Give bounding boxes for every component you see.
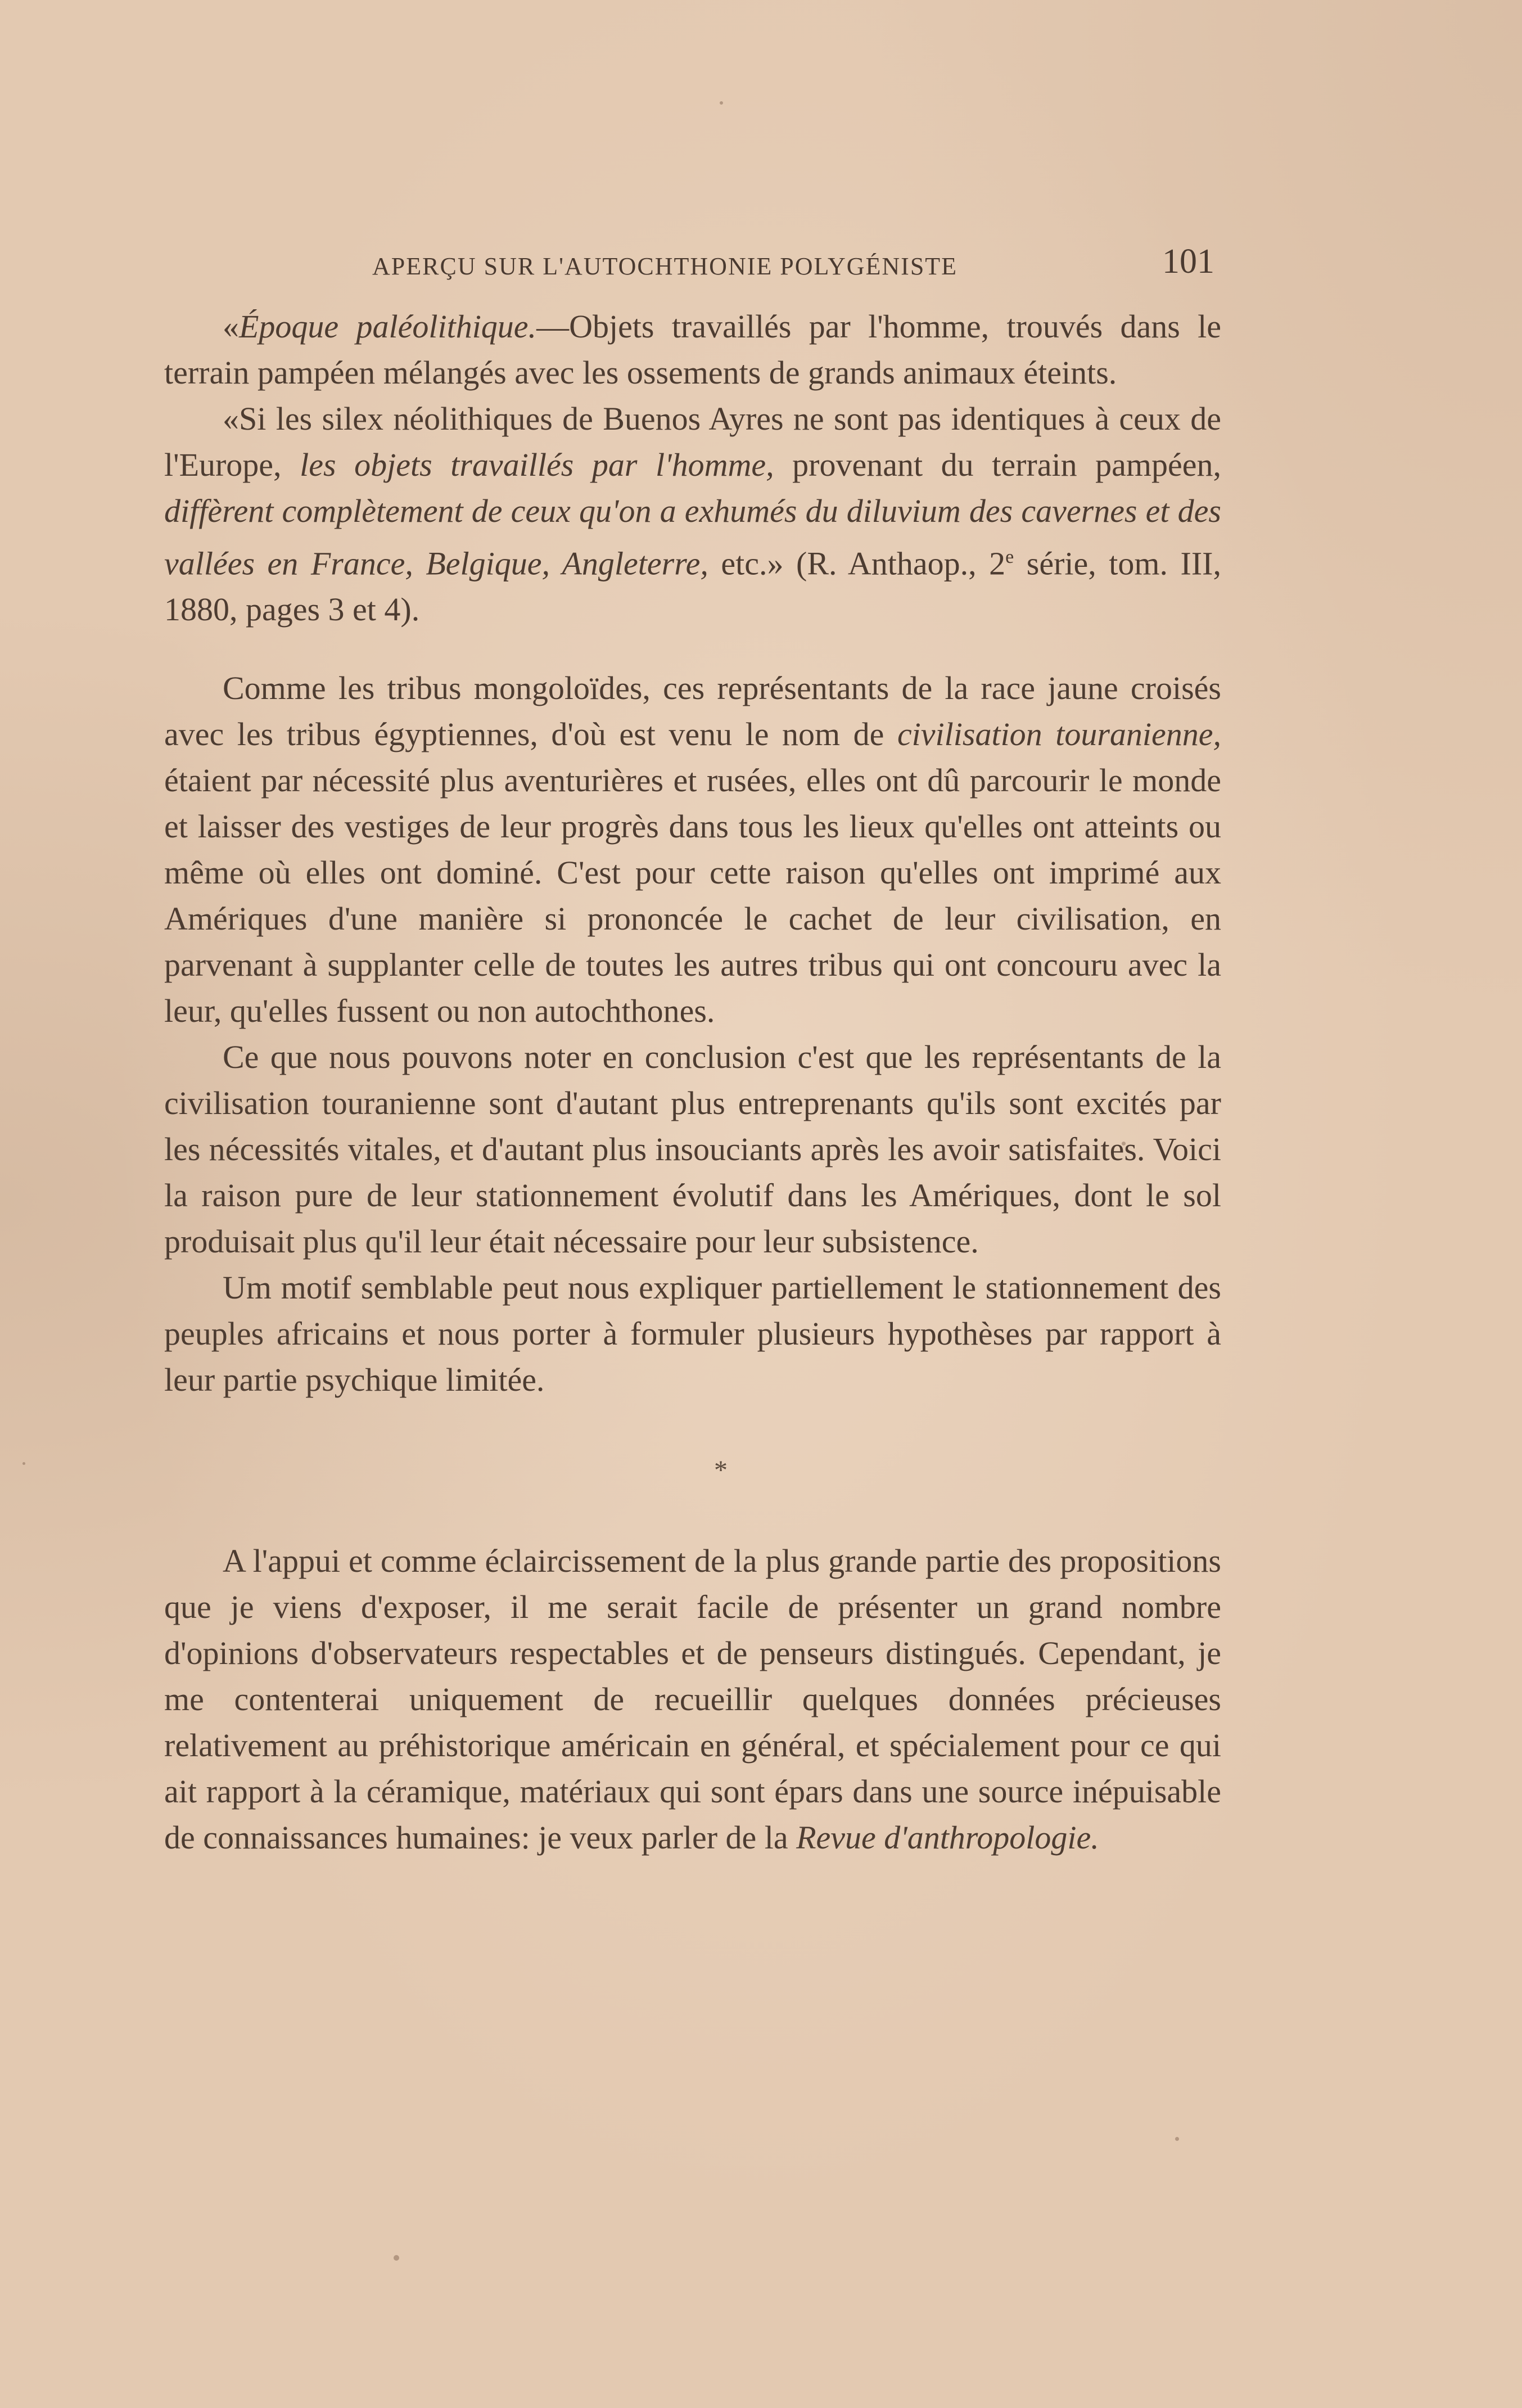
quote-paragraph-1: «Époque paléolithique.—Objets travaillés par l'homme, trouvés dans le terrain pampéen mélangés avec les ossements de grands animaux éteints.: [164, 308, 1222, 391]
body-text: [164, 304, 1221, 1861]
paper-speck: [22, 1462, 25, 1465]
paper-speck: [1175, 2137, 1179, 2141]
paragraph-4: A l'appui et comme éclaircissement de la plus grande partie des propositions que je viens d'exposer, il me serait facile de présenter un grand nombre d'opinions d'observateurs respectables et de penseurs distingués. Cependant, je me contenterai uniquement de recueillir quelques données précieuses relativement au préhistorique américain en général, et spécialement pour ce qui ait rapport à la céramique, matériaux qui sont épars dans une source inépuisable de connaissances humaines: je veux parler de la Revue d'anthropologie.: [164, 1543, 1221, 1856]
page-number: 101: [1162, 242, 1214, 281]
italic-phrase: Époque paléolithique.: [239, 308, 537, 345]
paper-speck: [394, 2255, 399, 2261]
paper-speck: [1122, 1142, 1126, 1146]
quote-paragraph-2: «Si les silex néolithiques de Buenos Ayres ne sont pas identiques à ceux de l'Europe, les objets travaillés par l'homme, provenant du terrain pampéen, diffèrent complètement de ceux qu'on a exhumés du diluvium des cavernes et des vallées en France, Belgique, Angleterre, etc.» (R. Anthaop., 2e série, tom. III, 1880, pages 3 et 4).: [164, 400, 1221, 628]
paper-speck: [720, 101, 723, 105]
paragraph-3: Um motif semblable peut nous expliquer partiellement le stationnement des peuples africains et nous porter à formuler plusieurs hypothèses par rapport à leur partie psychique limitée.: [164, 1269, 1221, 1399]
page-header: [164, 242, 1221, 287]
paragraph-1: Comme les tribus mongoloïdes, ces représentants de la race jaune croisés avec les tribus égyptiennes, d'où est venu le nom de civilisation touranienne, étaient par nécessité plus aventurières et rusées, elles ont dû parcourir le monde et laisser des vestiges de leur progrès dans tous les lieux qu'elles ont atteints ou même où elles ont dominé. C'est pour cette raison qu'elles ont imprimé aux Amériques d'une manière si prononcée le cachet de leur civilisation, en parvenant à supplanter celle de toutes les autres tribus qui ont concouru avec la leur, qu'elles fussent ou non autochthones.: [164, 670, 1221, 1030]
paragraph-2: Ce que nous pouvons noter en conclusion c'est que les représentants de la civilisation touranienne sont d'autant plus entreprenants qu'ils sont excités par les nécessités vitales, et d'autant plus insouciants après les avoir satisfaites. Voici la raison pure de leur stationnement évolutif dans les Amériques, dont le sol produisait plus qu'il leur était nécessaire pour leur subsistence.: [164, 1039, 1221, 1260]
running-head: APERÇU SUR L'AUTOCHTHONIE POLYGÉNISTE: [372, 252, 958, 280]
section-separator: *: [714, 1455, 728, 1486]
